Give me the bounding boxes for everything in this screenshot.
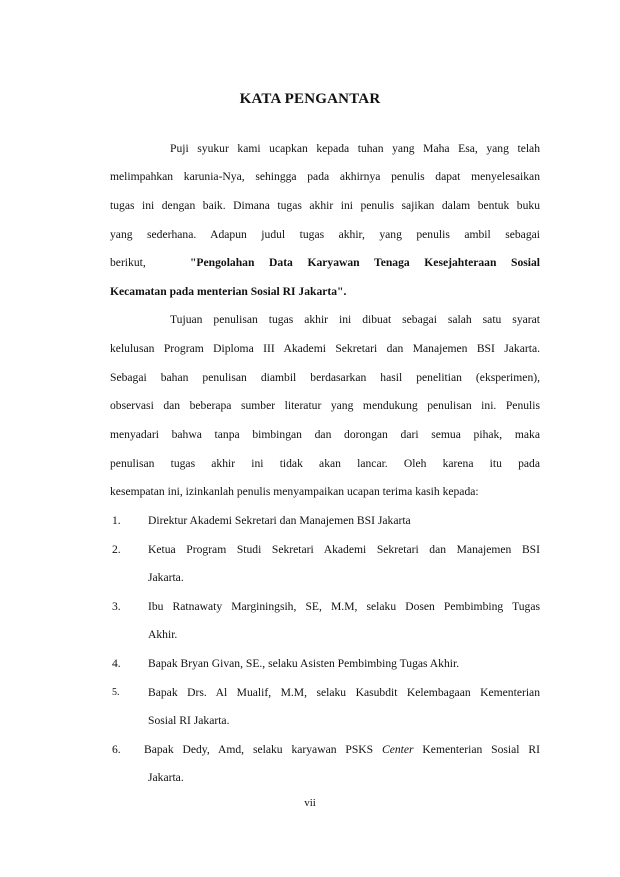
- list-item-text-part: Bapak Dedy, Amd, selaku karyawan PSKS: [144, 743, 382, 756]
- paragraph1-line: berikut,: [110, 256, 146, 269]
- list-number: 2.: [112, 543, 121, 556]
- list-item-text-part: Kementerian Sosial RI: [413, 743, 540, 756]
- thesis-title-line: Kecamatan pada menterian Sosial RI Jakarta".: [110, 285, 347, 298]
- list-item-text: Jakarta.: [148, 571, 184, 584]
- list-item-text: Direktur Akademi Sekretari dan Manajemen BSI Jakarta: [148, 514, 411, 527]
- list-number: 5.: [112, 687, 120, 698]
- paragraph1-line: Puji syukur kami ucapkan kepada tuhan yang Maha Esa, yang telah: [170, 142, 540, 155]
- paragraph2-line: penulisan tugas akhir ini tidak akan lancar. Oleh karena itu pada: [110, 457, 540, 470]
- list-item-text: Jakarta.: [148, 771, 184, 784]
- list-number: 1.: [112, 514, 121, 527]
- list-number: 3.: [112, 600, 121, 613]
- list-item-text: Sosial RI Jakarta.: [148, 714, 230, 727]
- paragraph1-line: yang sederhana. Adapun judul tugas akhir, yang penulis ambil sebagai: [110, 228, 540, 241]
- list-number: 4.: [112, 657, 121, 670]
- page-title: KATA PENGANTAR: [239, 91, 381, 107]
- paragraph2-line: Tujuan penulisan tugas akhir ini dibuat sebagai salah satu syarat: [170, 313, 540, 326]
- list-item-text: [144, 743, 540, 757]
- list-item-text: Ibu Ratnawaty Marginingsih, SE, M.M, selaku Dosen Pembimbing Tugas: [148, 600, 540, 613]
- paragraph2-line: Sebagai bahan penulisan diambil berdasarkan hasil penelitian (eksperimen),: [110, 371, 540, 384]
- paragraph2-line: menyadari bahwa tanpa bimbingan dan dorongan dari semua pihak, maka: [110, 428, 540, 441]
- list-item-text: Akhir.: [148, 628, 178, 641]
- list-number: 6.: [112, 743, 121, 756]
- list-item-text: Ketua Program Studi Sekretari Akademi Sekretari dan Manajemen BSI: [148, 543, 540, 556]
- paragraph2-line: kesempatan ini, izinkanlah penulis menyampaikan ucapan terima kasih kepada:: [110, 485, 479, 498]
- list-item-text: Bapak Drs. Al Mualif, M.M, selaku Kasubdit Kelembagaan Kementerian: [148, 686, 540, 699]
- thesis-title-line: "Pengolahan Data Karyawan Tenaga Kesejahteraan Sosial: [190, 256, 540, 269]
- list-item-italic-word: Center: [381, 743, 414, 756]
- paragraph1-line: tugas ini dengan baik. Dimana tugas akhir ini penulis sajikan dalam bentuk buku: [110, 199, 540, 212]
- paragraph2-line: observasi dan beberapa sumber literatur yang mendukung penulisan ini. Penulis: [110, 399, 540, 412]
- page-number: vii: [304, 797, 316, 809]
- paragraph2-line: kelulusan Program Diploma III Akademi Sekretari dan Manajemen BSI Jakarta.: [110, 342, 540, 355]
- paragraph1-line: melimpahkan karunia-Nya, sehingga pada akhirnya penulis dapat menyelesaikan: [110, 170, 540, 183]
- list-item-text: Bapak Bryan Givan, SE., selaku Asisten Pembimbing Tugas Akhir.: [148, 657, 460, 670]
